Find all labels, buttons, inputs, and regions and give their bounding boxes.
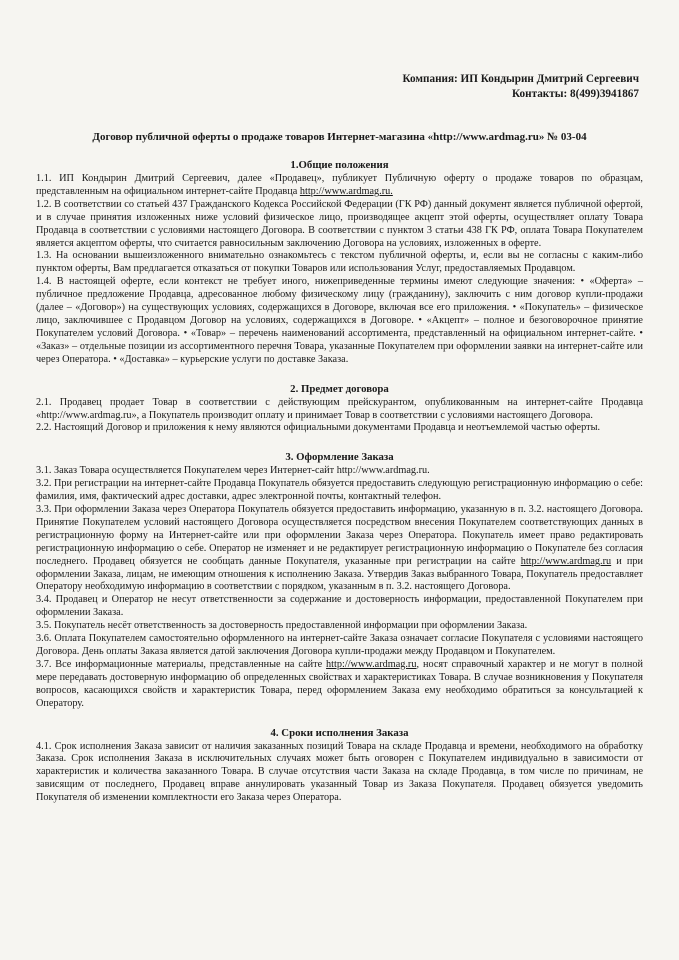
section-title: 1.Общие положения [290, 159, 389, 171]
paragraph-text: 3.3. При оформлении Заказа через Оператора Покупатель обязуется предоставить информацию, указанную в п. 3.2. настоящего Договора. Принятие Покупателем условий настоящего Договора осуществляется посредством внесения Покупателем соответствующих данных в регистрационную форму на Интернет-сайте или при оформлении Заказа через Оператора. Покупатель имеет право редактировать регистрационную информацию о себе. Оператор не изменяет и не редактирует регистрационную информацию о Покупателе без согласия последнего. Продавец обязуется не сообщать данные Покупателя, указанные при регистрации на сайте [36, 504, 643, 567]
paragraph-1-1 [36, 173, 643, 199]
paragraph-text: 1.1. ИП Кондырин Дмитрий Сергеевич, далее «Продавец», публикует Публичную оферту о продаже товаров по образцам, представленным на официальном интернет-сайте Продавца [36, 173, 643, 197]
section-2 [36, 383, 643, 436]
paragraph-3-3 [36, 504, 643, 594]
paragraph-1-4: 1.4. В настоящей оферте, если контекст не требует иного, нижеприведенные термины имеют следующие значения: • «Оферта» – публичное предложение Продавца, адресованное любому физическому лицу (гражданину), заключить с ним договор купли-продажи (далее – «Договор») на существующих условиях, содержащихся в Договоре, включая все его приложения. • «Покупатель» – физическое лицо, заключившее с Продавцом Договор на условиях, содержащихся в Договоре. • «Акцепт» – полное и безоговорочное принятие Покупателем условий Договора. • «Товар» – перечень наименований ассортимента, представленный на официальном интернет-сайте. • «Заказ» – отдельные позиции из ассортиментного перечня Товара, указанные Покупателем при оформлении заявки на интернет-сайте или через Оператора. • «Доставка» – курьерские услуги по доставке Заказа. [36, 276, 643, 365]
paragraph-3-1: 3.1. Заказ Товара осуществляется Покупателем через Интернет-сайт http://www.ardmag.ru. [36, 465, 430, 477]
section-1 [36, 159, 643, 367]
paragraph-3-4: 3.4. Продавец и Оператор не несут ответственности за содержание и достоверность информации, предоставленной Покупателем при оформлении Заказа. [36, 594, 643, 619]
section-4 [36, 727, 643, 806]
paragraph-3-7 [36, 659, 643, 711]
paragraph-text-cont: и при оформлении Заказа, лицам, не имеющим отношения к исполнению Заказа. Утвердив Заказ выбранного Товара, Покупатель предоставляет Оператору необходимую информацию в соответствии с порядком, указанным в п. 3.2. настоящего Договора. [36, 555, 643, 593]
section-3 [36, 451, 643, 710]
paragraph-4-1: 4.1. Срок исполнения Заказа зависит от наличия заказанных позиций Товара на складе Продавца и времени, необходимого на обработку Заказа. Срок исполнения Заказа в исключительных случаях может быть оговорен с Покупателем индивидуально в зависимости от характеристик и количества заказанного Товара. В случае отсутствия части Заказа на складе Продавца, в том числе по причинам, не зависящим от последнего, Продавец вправе аннулировать указанный Товар из Заказа Покупателя. Продавец обязуется уведомить Покупателя об изменении комплектности его Заказа через Оператора. [36, 740, 643, 804]
paragraph-2-2: 2.2. Настоящий Договор и приложения к нему являются официальными документами Продавца и неотъемлемой частью оферты. [36, 422, 601, 434]
paragraph-text: 3.7. Все информационные материалы, представленные на сайте [36, 658, 327, 670]
section-title: 4. Сроки исполнения Заказа [270, 726, 409, 739]
document-title: Договор публичной оферты о продаже товаров Интернет-магазина «http://www.ardmag.ru» № 03-04 [92, 131, 587, 143]
paragraph-1-3: 1.3. На основании вышеизложенного внимательно ознакомьтесь с текстом публичной оферты, и, если вы не согласны с каким-либо пунктом оферты, Вам предлагается отказаться от покупки Товаров или использования Услуг, предоставляемых Продавцом. [36, 250, 643, 275]
site-link[interactable]: http://www.ardmag.ru [520, 555, 612, 567]
paragraph-2-1: 2.1. Продавец продает Товар в соответствии с действующим прейскурантом, опубликованным на интернет-сайте Продавца «http://www.ardmag.ru», а Покупатель производит оплату и принимает Товар в соответствии с условиями настоящего Договора. [36, 396, 643, 421]
site-link[interactable]: http://www.ardmag.ru [326, 658, 417, 670]
site-link[interactable]: http://www.ardmag.ru. [299, 185, 393, 197]
section-title: 3. Оформление Заказа [285, 451, 394, 464]
paragraph-1-2: 1.2. В соответствии со статьей 437 Гражданского Кодекса Российской Федерации (ГК РФ) данный документ является публичной офертой, и в случае принятия изложенных ниже условий физическое лицо, производящее акцепт этой оферты, осуществляет оплату Товара Продавца в соответствии с условиями настоящего Договора. В соответствии с пунктом 3 статьи 438 ГК РФ, оплата Товара Покупателем является акцептом оферты, что считается равносильным заключению Договора на условиях, изложенных в оферте. [36, 198, 643, 249]
company-name: Компания: ИП Кондырин Дмитрий Сергеевич [402, 73, 639, 85]
paragraph-text-cont: , носят справочный характер и не могут в полной мере передавать достоверную информацию об определенных свойствах и характеристиках Товара. В случае возникновения у Покупателя вопросов, касающихся свойств и характеристик Товара, перед оформлением Заказа ему необходимо обратиться за консультацией к Оператору. [36, 658, 643, 709]
company-header [36, 72, 643, 102]
section-title: 2. Предмет договора [290, 382, 389, 395]
paragraph-3-2: 3.2. При регистрации на интернет-сайте Продавца Покупатель обязуется предоставить следующую регистрационную информацию о себе: фамилия, имя, фактический адрес доставки, адрес электронной почты, контактный телефон. [36, 478, 644, 503]
paragraph-3-5: 3.5. Покупатель несёт ответственность за достоверность предоставленной информации при оформлении Заказа. [36, 620, 528, 632]
company-contacts: Контакты: 8(499)3941867 [511, 88, 639, 100]
paragraph-3-6: 3.6. Оплата Покупателем самостоятельно оформленного на интернет-сайте Заказа означает согласие Покупателя с условиями настоящего Договора. День оплаты Заказа является датой заключения Договора купли-продажи между Продавцом и Покупателем. [36, 633, 643, 657]
